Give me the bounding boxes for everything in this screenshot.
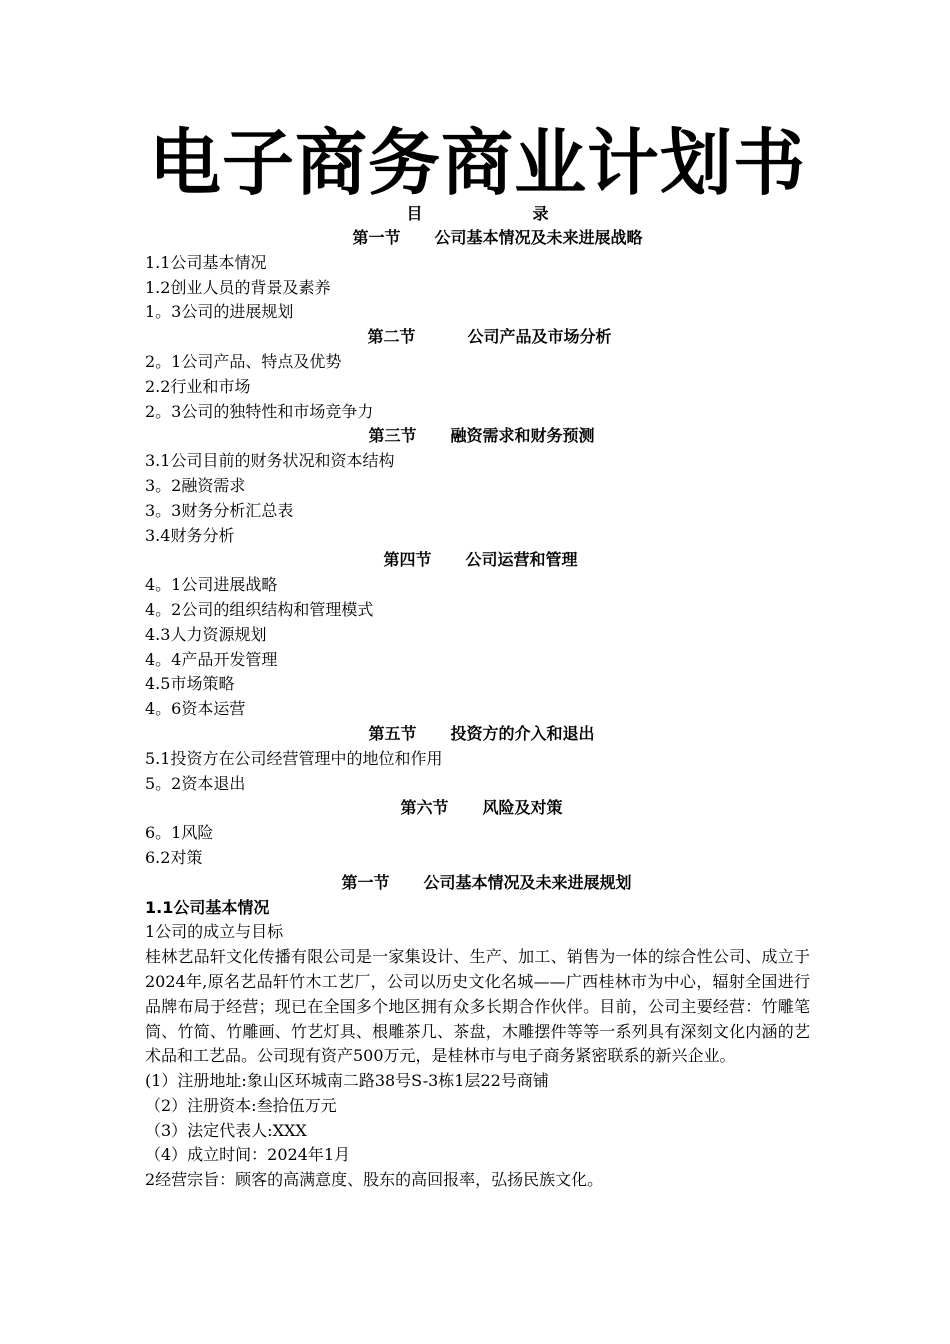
- toc-section-number: 第二节: [367, 327, 416, 347]
- toc-item: 2.2行业和市场: [145, 376, 251, 396]
- fact-line: (1）注册地址:象山区环城南二路38号S-3栋1层22号商铺: [145, 1071, 549, 1091]
- toc-section-1: [145, 226, 810, 251]
- toc-section-title: 公司产品及市场分析: [467, 327, 612, 347]
- body-subheading: 1.1公司基本情况: [145, 897, 270, 917]
- toc-item: 1.1公司基本情况: [145, 252, 267, 272]
- toc-item: 4。1公司进展战略: [145, 575, 278, 595]
- toc-section-number: 第六节: [400, 798, 449, 818]
- toc-section-number: 第一节: [352, 228, 401, 247]
- fact-line: （2）注册资本:叁拾伍万元: [145, 1095, 337, 1115]
- toc-section-2: [145, 325, 810, 350]
- body-item-heading: 2经营宗旨：顾客的高满意度、股东的高回报率，弘扬民族文化。: [145, 1170, 604, 1190]
- toc-item: 4.5市场策略: [145, 674, 235, 694]
- toc-section-title: 公司基本情况及未来进展战略: [434, 228, 643, 247]
- toc-item: 5.1投资方在公司经营管理中的地位和作用: [145, 748, 443, 768]
- toc-section-3: [145, 424, 810, 449]
- toc-item: 1。3公司的进展规划: [145, 302, 294, 322]
- body-section-heading: [145, 871, 810, 896]
- table-of-contents: [145, 226, 810, 871]
- toc-heading-right: 录: [532, 204, 549, 223]
- toc-item: 3.1公司目前的财务状况和资本结构: [145, 451, 395, 471]
- toc-section-number: 第三节: [368, 426, 417, 446]
- toc-section-title: 融资需求和财务预测: [450, 426, 595, 446]
- toc-item: 4。6资本运营: [145, 699, 246, 719]
- toc-item: 2。3公司的独特性和市场竞争力: [145, 401, 374, 421]
- toc-section-title: 公司运营和管理: [465, 550, 578, 570]
- toc-item: 2。1公司产品、特点及优势: [145, 351, 342, 371]
- toc-item: 4.3人力资源规划: [145, 624, 267, 644]
- body-section-title: 公司基本情况及未来进展规划: [423, 872, 632, 892]
- toc-section-number: 第四节: [383, 550, 432, 570]
- toc-item: 6.2对策: [145, 847, 203, 867]
- toc-item: 4。2公司的组织结构和管理模式: [145, 599, 374, 619]
- toc-item: 3.4财务分析: [145, 525, 235, 545]
- toc-section-5: [145, 722, 810, 747]
- toc-item: 3。3财务分析汇总表: [145, 500, 294, 520]
- body-item-heading: 1公司的成立与目标: [145, 922, 284, 942]
- toc-section-title: 投资方的介入和退出: [450, 723, 595, 743]
- toc-section-6: [145, 796, 810, 821]
- document-page: [145, 120, 810, 1193]
- toc-item: 4。4产品开发管理: [145, 649, 278, 669]
- body-paragraph: 桂林艺品轩文化传播有限公司是一家集设计、生产、加工、销售为一体的综合性公司、成立于2024年,原名艺品轩竹木工艺厂，公司以历史文化名城——广西桂林市为中心，辐射全国进行品牌布局于经营；现已在全国多个地区拥有众多长期合作伙伴。目前，公司主要经营：竹雕笔筒、竹简、竹雕画、竹艺灯具、根雕茶几、茶盘，木雕摆件等等一系列具有深刻文化内涵的艺术品和工艺品。公司现有资产500万元，是桂林市与电子商务紧密联系的新兴企业。: [145, 947, 810, 1066]
- fact-line: （4）成立时间：2024年1月: [145, 1145, 351, 1165]
- toc-section-4: [145, 548, 810, 573]
- toc-item: 6。1风险: [145, 823, 214, 843]
- toc-section-title: 风险及对策: [482, 798, 563, 818]
- toc-item: 5。2资本退出: [145, 773, 246, 793]
- body-section-number: 第一节: [341, 872, 390, 892]
- document-body: [145, 871, 810, 1193]
- toc-heading-left: 目: [406, 204, 423, 223]
- toc-item: 3。2融资需求: [145, 475, 246, 495]
- toc-section-number: 第五节: [368, 723, 417, 743]
- toc-item: 1.2创业人员的背景及素养: [145, 277, 331, 297]
- document-title: 电子商务商业计划书: [148, 121, 806, 205]
- fact-line: （3）法定代表人:XXX: [145, 1120, 307, 1140]
